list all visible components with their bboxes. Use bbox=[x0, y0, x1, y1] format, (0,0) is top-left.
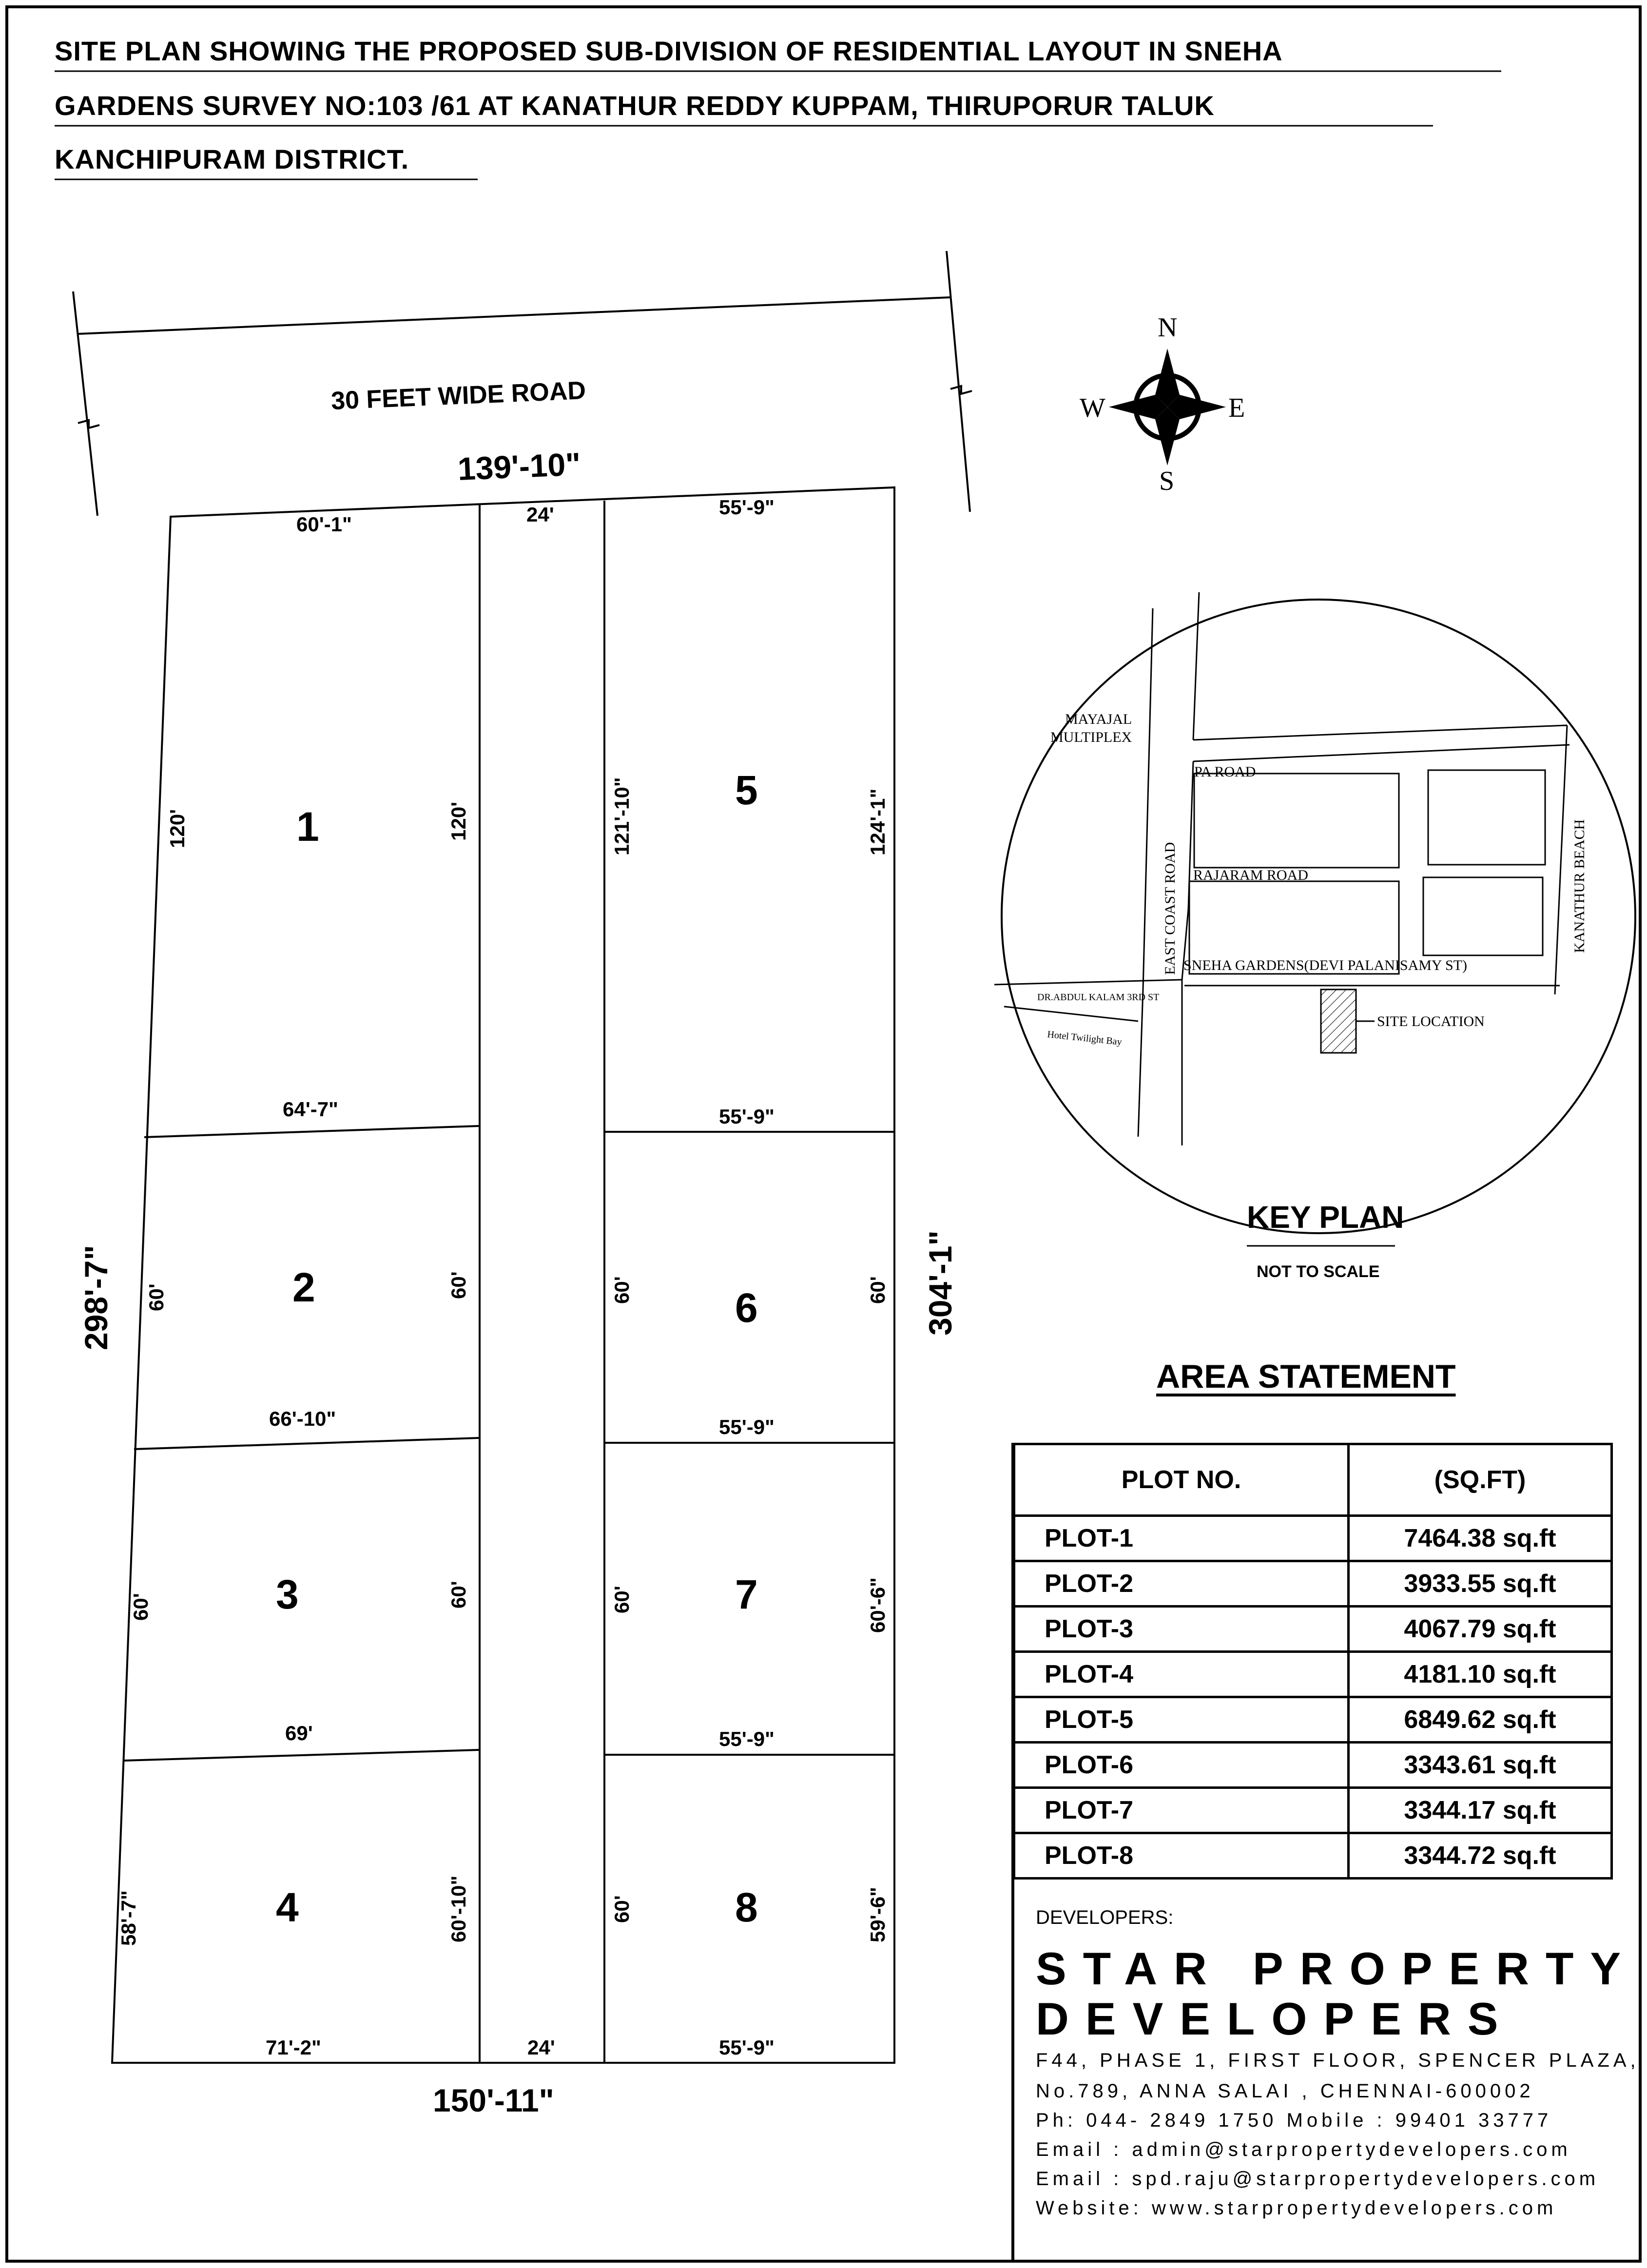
plot-8-left-dim: 60' bbox=[610, 1895, 633, 1923]
road-break-left bbox=[78, 420, 99, 428]
col-area-header: (SQ.FT) bbox=[1349, 1444, 1612, 1516]
plot-7-number: 7 bbox=[735, 1571, 758, 1617]
plot-2-top-dim: 64'-7" bbox=[283, 1098, 338, 1121]
plot-3-left-dim: 60' bbox=[129, 1593, 152, 1621]
developer-website[interactable]: Website: www.starpropertydevelopers.com bbox=[1036, 2197, 1557, 2219]
site-location-marker bbox=[1321, 989, 1356, 1053]
right-total-dim: 304'-1" bbox=[922, 1230, 958, 1336]
table-row bbox=[1014, 1516, 1612, 1561]
area-statement-table bbox=[1013, 1443, 1613, 1880]
top-width-label: 139'-10" bbox=[457, 446, 581, 487]
title-line-2: GARDENS SURVEY NO:103 /61 AT KANATHUR REDDY KUPPAM, THIRUPORUR TALUK bbox=[55, 90, 1215, 121]
plot-cell: PLOT-8 bbox=[1014, 1833, 1349, 1879]
plot-8-right-dim: 59'-6" bbox=[866, 1887, 889, 1942]
label-pa-road: PA ROAD bbox=[1194, 764, 1256, 780]
plot-4-right-dim: 60'-10" bbox=[447, 1875, 470, 1942]
site-boundary bbox=[112, 487, 894, 2063]
compass-n: N bbox=[1158, 312, 1178, 343]
label-east-coast-road: EAST COAST ROAD bbox=[1162, 842, 1178, 975]
plot-6-left-dim: 60' bbox=[610, 1276, 633, 1304]
plot-8-top-dim: 55'-9" bbox=[719, 1727, 775, 1750]
north-compass-icon bbox=[1109, 349, 1226, 465]
plot-8-bottom-dim: 55'-9" bbox=[719, 2036, 775, 2059]
road-right-breakline bbox=[947, 251, 970, 512]
plot-1-number: 1 bbox=[296, 804, 319, 850]
plot-3-4-divider bbox=[123, 1750, 480, 1761]
area-cell: 3343.61 sq.ft bbox=[1349, 1743, 1612, 1788]
developer-address-2: No.789, ANNA SALAI , CHENNAI-600002 bbox=[1036, 2080, 1534, 2102]
plot-5-top-dim: 55'-9" bbox=[719, 496, 775, 519]
title-line-3: KANCHIPURAM DISTRICT. bbox=[55, 144, 409, 174]
developers-label: DEVELOPERS: bbox=[1036, 1907, 1174, 1928]
plot-7-right-dim: 60'-6" bbox=[866, 1577, 889, 1633]
plot-5-right-dim: 124'-1" bbox=[866, 788, 889, 855]
key-plan-title: KEY PLAN bbox=[1247, 1200, 1404, 1235]
col-plot-header: PLOT NO. bbox=[1014, 1444, 1349, 1516]
plot-2-number: 2 bbox=[292, 1264, 315, 1310]
plot-4-left-dim: 58'-7" bbox=[117, 1890, 140, 1946]
plot-4-number: 4 bbox=[276, 1884, 299, 1930]
plot-1-left-dim: 120' bbox=[166, 809, 189, 848]
lane-bottom-dim: 24' bbox=[527, 2036, 555, 2059]
compass-w: W bbox=[1080, 393, 1105, 423]
table-row bbox=[1014, 1833, 1612, 1879]
label-sneha-gardens: SNEHA GARDENS(DEVI PALANISAMY ST) bbox=[1183, 957, 1467, 973]
road-break-right bbox=[950, 386, 972, 394]
plot-lines bbox=[112, 487, 894, 2063]
compass-e: E bbox=[1228, 393, 1245, 423]
plot-4-top-dim: 69' bbox=[285, 1722, 313, 1745]
area-cell: 3344.17 sq.ft bbox=[1349, 1788, 1612, 1833]
table-row bbox=[1014, 1743, 1612, 1788]
plot-1-top-dim: 60'-1" bbox=[296, 513, 352, 536]
dimension-labels bbox=[117, 496, 889, 2059]
area-table-header bbox=[1014, 1444, 1612, 1516]
plot-2-right-dim: 60' bbox=[447, 1271, 470, 1299]
plot-cell: PLOT-2 bbox=[1014, 1561, 1349, 1607]
label-abdul-kalam: DR.ABDUL KALAM 3RD ST bbox=[1037, 992, 1160, 1003]
area-cell: 6849.62 sq.ft bbox=[1349, 1697, 1612, 1743]
table-row bbox=[1014, 1607, 1612, 1652]
plot-cell: PLOT-3 bbox=[1014, 1607, 1349, 1652]
developer-name-line-2: DEVELOPERS bbox=[1036, 1993, 1515, 2044]
developer-address-1: F44, PHASE 1, FIRST FLOOR, SPENCER PLAZA, bbox=[1036, 2050, 1640, 2071]
plot-2-left-dim: 60' bbox=[145, 1283, 168, 1311]
road-top-edge bbox=[78, 297, 950, 334]
road-label: 30 FEET WIDE ROAD bbox=[330, 376, 586, 415]
compass-s: S bbox=[1159, 466, 1175, 496]
label-hotel: Hotel Twilight Bay bbox=[1046, 1029, 1123, 1048]
left-total-dim: 298'-7" bbox=[78, 1245, 114, 1350]
plot-7-left-dim: 60' bbox=[610, 1586, 633, 1613]
plot-1-2-divider bbox=[144, 1126, 480, 1137]
developer-name-line-1: STAR PROPERTY bbox=[1036, 1943, 1638, 1994]
plot-6-number: 6 bbox=[735, 1285, 758, 1331]
plot-cell: PLOT-4 bbox=[1014, 1652, 1349, 1697]
label-mayajal: MAYAJAL bbox=[1065, 711, 1132, 727]
bottom-width-label: 150'-11" bbox=[433, 2082, 554, 2118]
label-kanathur-beach: KANATHUR BEACH bbox=[1571, 819, 1588, 953]
developer-email-1[interactable]: Email : admin@starpropertydevelopers.com bbox=[1036, 2139, 1571, 2160]
not-to-scale-note: NOT TO SCALE bbox=[1257, 1262, 1380, 1281]
plot-2-3-divider bbox=[134, 1438, 480, 1449]
lane-top-dim: 24' bbox=[526, 503, 554, 526]
table-row bbox=[1014, 1561, 1612, 1607]
plot-6-right-dim: 60' bbox=[866, 1276, 889, 1304]
developer-phone: Ph: 044- 2849 1750 Mobile : 99401 33777 bbox=[1036, 2110, 1552, 2131]
plot-3-right-dim: 60' bbox=[447, 1581, 470, 1609]
table-row bbox=[1014, 1652, 1612, 1697]
label-multiplex: MULTIPLEX bbox=[1050, 729, 1132, 745]
plot-8-number: 8 bbox=[735, 1884, 758, 1930]
plot-7-top-dim: 55'-9" bbox=[719, 1415, 775, 1438]
plot-3-number: 3 bbox=[276, 1571, 299, 1617]
plot-1-right-dim: 120' bbox=[447, 801, 470, 841]
plot-3-top-dim: 66'-10" bbox=[269, 1407, 336, 1430]
plot-6-top-dim: 55'-9" bbox=[719, 1105, 775, 1128]
label-rajaram-road: RAJARAM ROAD bbox=[1193, 867, 1308, 883]
area-cell: 7464.38 sq.ft bbox=[1349, 1516, 1612, 1561]
area-cell: 3344.72 sq.ft bbox=[1349, 1833, 1612, 1879]
plot-cell: PLOT-7 bbox=[1014, 1788, 1349, 1833]
plot-5-left-dim: 121'-10" bbox=[610, 777, 633, 855]
key-plan-map bbox=[994, 592, 1635, 1233]
developer-email-2[interactable]: Email : spd.raju@starpropertydevelopers.com bbox=[1036, 2168, 1600, 2190]
table-row bbox=[1014, 1697, 1612, 1743]
plot-cell: PLOT-5 bbox=[1014, 1697, 1349, 1743]
plot-numbers bbox=[276, 767, 758, 1930]
table-row bbox=[1014, 1788, 1612, 1833]
road-left-breakline bbox=[73, 291, 97, 516]
label-site-location: SITE LOCATION bbox=[1377, 1013, 1485, 1029]
key-plan-circle bbox=[1002, 600, 1635, 1233]
area-cell: 4067.79 sq.ft bbox=[1349, 1607, 1612, 1652]
plot-5-number: 5 bbox=[735, 767, 758, 813]
area-cell: 3933.55 sq.ft bbox=[1349, 1561, 1612, 1607]
plot-cell: PLOT-1 bbox=[1014, 1516, 1349, 1561]
title-line-1: SITE PLAN SHOWING THE PROPOSED SUB-DIVISION OF RESIDENTIAL LAYOUT IN SNEHA bbox=[55, 36, 1283, 66]
area-cell: 4181.10 sq.ft bbox=[1349, 1652, 1612, 1697]
plot-4-bottom-dim: 71'-2" bbox=[266, 2036, 321, 2059]
area-statement-title: AREA STATEMENT bbox=[1156, 1358, 1456, 1395]
plot-cell: PLOT-6 bbox=[1014, 1743, 1349, 1788]
